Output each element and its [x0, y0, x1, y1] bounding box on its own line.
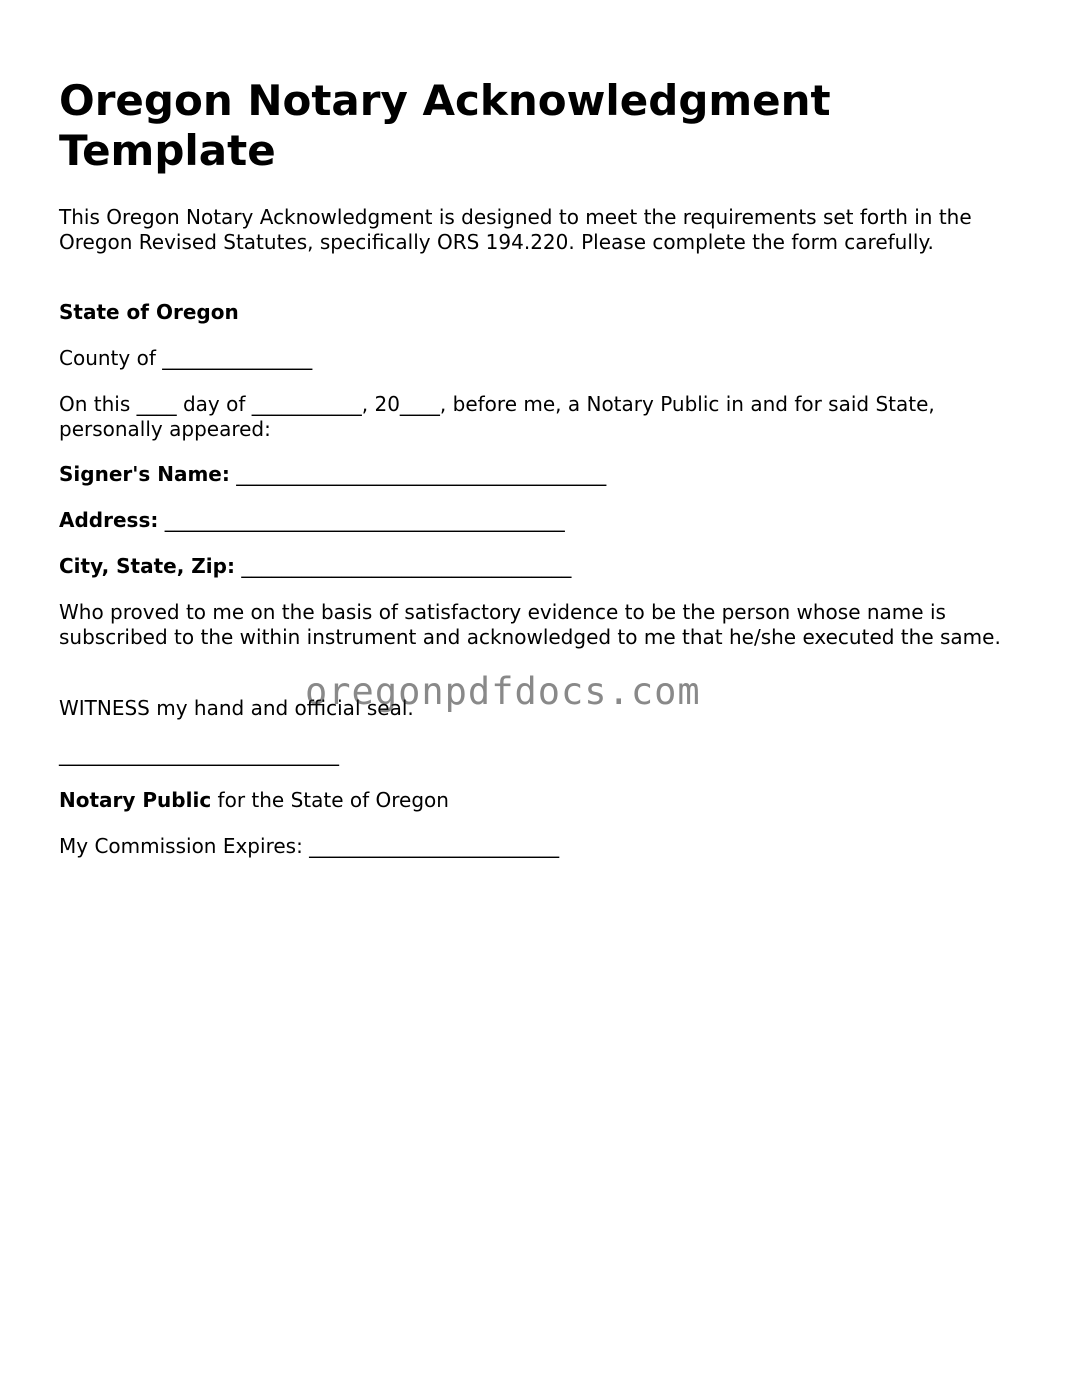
- date-line: On this ____ day of ___________, 20____, before me, a Notary Public in and for said State, personally appeared:: [59, 392, 942, 441]
- address-blank: ________________________________________: [158, 508, 565, 532]
- notary-public-label: Notary Public: [59, 788, 212, 812]
- witness-line: WITNESS my hand and official seal.: [59, 696, 414, 720]
- intro-paragraph: This Oregon Notary Acknowledgment is designed to meet the requirements set forth in the Oregon Revised Statutes, specifically ORS 194.220. Please complete the form carefully.: [59, 205, 979, 254]
- signer-name-field: [59, 462, 1019, 487]
- commission-expires-line: My Commission Expires: _________________________: [59, 834, 560, 858]
- notary-public-suffix: for the State of Oregon: [211, 788, 449, 812]
- address-field: [59, 508, 1019, 533]
- proof-paragraph: Who proved to me on the basis of satisfactory evidence to be the person whose name is subscribed to the within instrument and acknowledged to me that he/she executed the same.: [59, 600, 1001, 649]
- address-label: Address:: [59, 508, 159, 532]
- signer-name-blank: _____________________________________: [229, 462, 607, 486]
- signature-line: ____________________________: [59, 742, 339, 766]
- city-state-zip-label: City, State, Zip:: [59, 554, 235, 578]
- state-heading: State of Oregon: [59, 300, 239, 324]
- county-line: County of _______________: [59, 346, 313, 370]
- signer-name-label: Signer's Name:: [59, 462, 230, 486]
- city-state-zip-field: [59, 554, 1019, 579]
- city-state-zip-blank: _________________________________: [234, 554, 572, 578]
- notary-public-line: [59, 788, 1019, 813]
- watermark: oregonpdfdocs.com: [305, 670, 701, 713]
- document-title: Oregon Notary Acknowledgment Template: [59, 76, 831, 175]
